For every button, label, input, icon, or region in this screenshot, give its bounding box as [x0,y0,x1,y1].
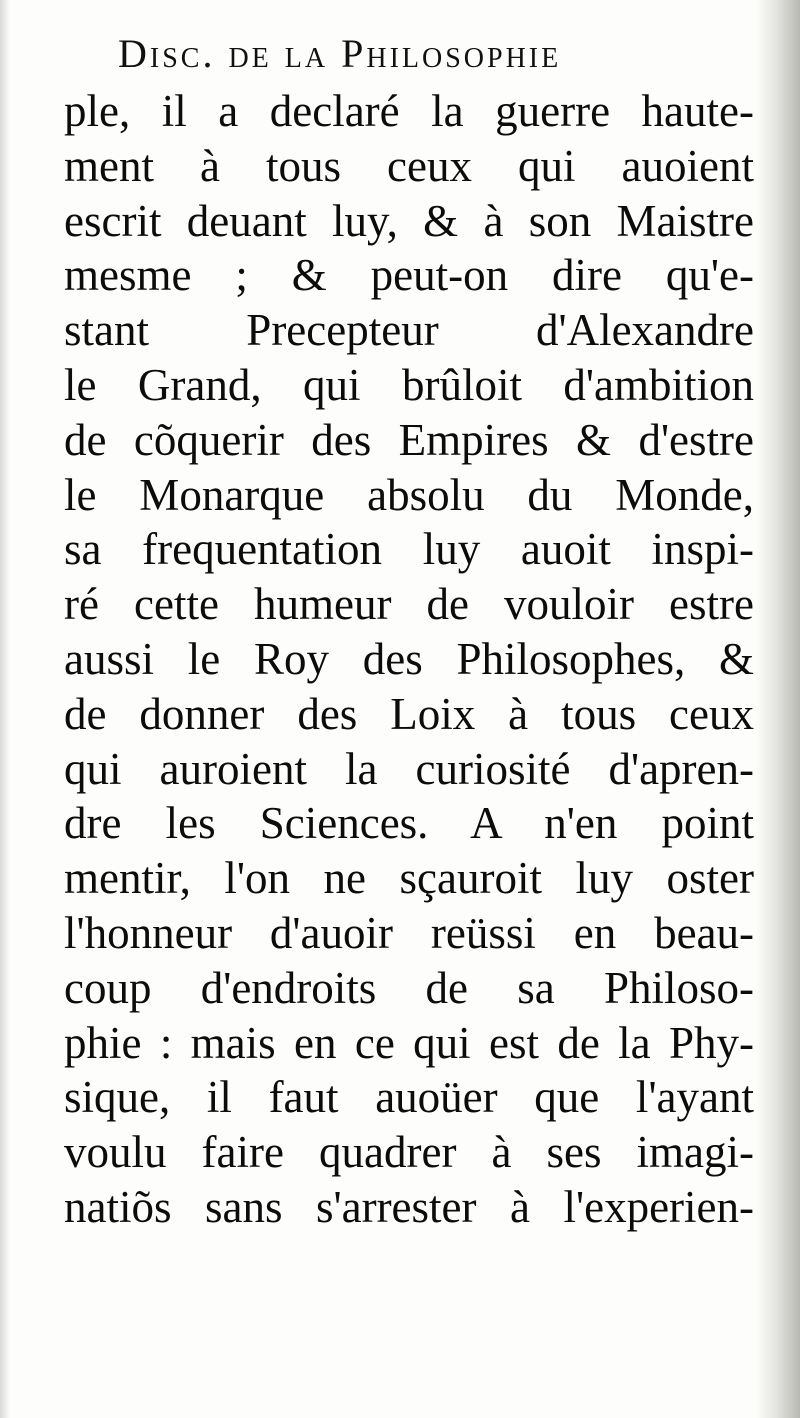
text-line: sa frequentation luy auoit inspi- [64,524,754,575]
text-line: aussi le Roy des Philosophes, & [64,633,754,684]
text-line: ré cette humeur de vouloir estre [64,579,754,630]
text-line: coup d'endroits de sa Philoso- [64,962,754,1013]
running-head: Disc. de la Philosophie [118,31,562,76]
text-line: le Grand, qui brûloit d'ambition [64,359,754,410]
text-line: qui auroient la curiosité d'apren- [64,743,754,794]
text-line: le Monarque absolu du Monde, [64,469,754,520]
text-line: de donner des Loix à tous ceux [64,688,754,739]
text-line: dre les Sciences. A n'en point [64,798,754,849]
text-line: ple, il a declaré la guerre haute- [64,86,754,136]
page-left-edge [0,0,10,1418]
text-line: sique, il faut auoüer que l'ayant [64,1072,754,1123]
text-line: l'honneur d'auoir reüssi en beau- [64,907,754,958]
text-line: voulu faire quadrer à ses imagi- [64,1127,754,1178]
text-line: mesme ; & peut-on dire qu'e- [64,250,754,301]
text-line: natiõs sans s'arrester à l'experien- [64,1181,754,1232]
text-line: stant Precepteur d'Alexandre [64,305,754,356]
text-line: ment à tous ceux qui auoient [64,140,754,191]
text-line: mentir, l'on ne sçauroit luy oster [64,853,754,904]
text-line: escrit deuant luy, & à son Maistre [64,195,754,246]
text-line: de cõquerir des Empires & d'estre [64,414,754,465]
page-gutter-shadow [756,0,800,1418]
body-text [64,84,754,1235]
text-line: phie : mais en ce qui est de la Phy- [64,1017,754,1068]
